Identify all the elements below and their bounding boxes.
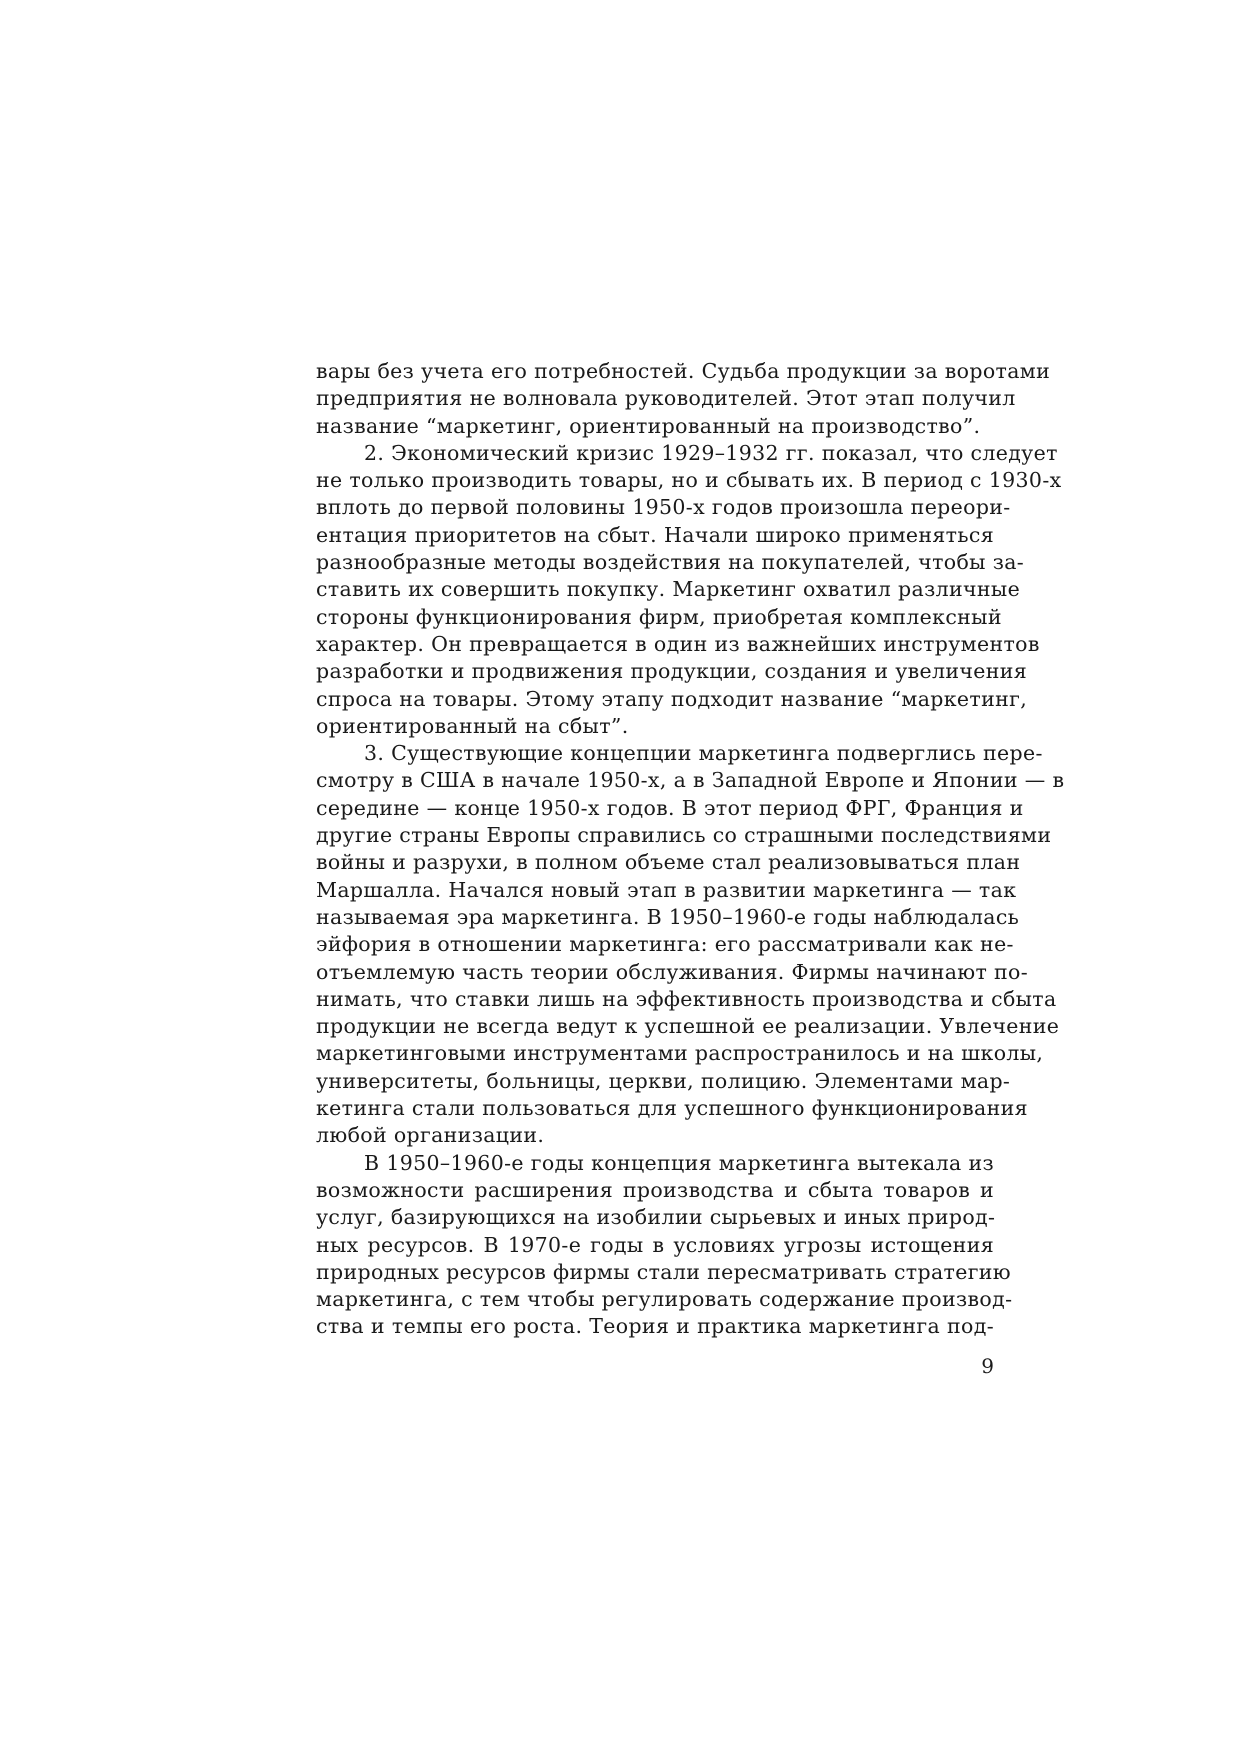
text-line: не только производить товары, но и сбывать их. В период с 1930-х bbox=[316, 468, 1062, 493]
text-line: В 1950–1960-е годы концепция маркетинга вытекала из bbox=[364, 1150, 994, 1175]
text-line: маркетинговыми инструментами распространилось и на школы, bbox=[316, 1041, 1044, 1066]
text-line: отъемлемую часть теории обслуживания. Фирмы начинают по- bbox=[316, 959, 1029, 984]
text-line: войны и разрухи, в полном объеме стал реализовываться план bbox=[316, 850, 1021, 875]
text-line: спроса на товары. Этому этапу подходит название “маркетинг, bbox=[316, 686, 1028, 711]
text-line: нимать, что ставки лишь на эффективность производства и сбыта bbox=[316, 986, 1057, 1011]
text-line: ных ресурсов. В 1970-е годы в условиях угрозы истощения bbox=[316, 1232, 994, 1257]
page-number: 9 bbox=[981, 1354, 994, 1378]
text-line: Маршалла. Начался новый этап в развитии маркетинга — так bbox=[316, 877, 1017, 902]
text-line: вплоть до первой половины 1950-х годов произошла переори- bbox=[316, 495, 1011, 520]
text-line: любой организации. bbox=[316, 1123, 545, 1148]
text-line: 2. Экономический кризис 1929–1932 гг. показал, что следует bbox=[364, 440, 1058, 465]
text-line: услуг, базирующихся на изобилии сырьевых и иных природ- bbox=[316, 1205, 996, 1230]
text-line: университеты, больницы, церкви, полицию. Элементами мар- bbox=[316, 1068, 1011, 1093]
text-line: стороны функционирования фирм, приобретая комплексный bbox=[316, 604, 1002, 629]
text-line: кетинга стали пользоваться для успешного функционирования bbox=[316, 1096, 1028, 1121]
text-line: возможности расширения производства и сбыта товаров и bbox=[316, 1177, 994, 1202]
text-line: ориентированный на сбыт”. bbox=[316, 713, 629, 738]
text-line: ства и темпы его роста. Теория и практика маркетинга под- bbox=[316, 1314, 994, 1339]
text-line: продукции не всегда ведут к успешной ее реализации. Увлечение bbox=[316, 1014, 1060, 1039]
text-line: 3. Существующие концепции маркетинга подверглись пере- bbox=[364, 741, 1043, 766]
text-line: характер. Он превращается в один из важнейших инструментов bbox=[316, 631, 1040, 656]
text-line: ентация приоритетов на сбыт. Начали широко применяться bbox=[316, 522, 994, 547]
text-line: разработки и продвижения продукции, создания и увеличения bbox=[316, 659, 1028, 684]
body-text bbox=[316, 358, 1065, 1341]
text-line: вары без учета его потребностей. Судьба продукции за воротами bbox=[316, 359, 1051, 383]
text-line: смотру в США в начале 1950-х, а в Западной Европе и Японии — в bbox=[316, 768, 1065, 793]
text-line: разнообразные методы воздействия на покупателей, чтобы за- bbox=[316, 550, 1025, 575]
text-line: ставить их совершить покупку. Маркетинг охватил различные bbox=[316, 577, 1021, 602]
text-line: название “маркетинг, ориентированный на производство”. bbox=[316, 413, 981, 438]
text-line: середине — конце 1950-х годов. В этот период ФРГ, Франция и bbox=[316, 795, 1024, 820]
text-line: природных ресурсов фирмы стали пересматривать стратегию bbox=[316, 1259, 1011, 1284]
text-line: маркетинга, с тем чтобы регулировать содержание производ- bbox=[316, 1287, 1013, 1312]
text-line: предприятия не волновала руководителей. Этот этап получил bbox=[316, 386, 1016, 411]
text-line: другие страны Европы справились со страшными последствиями bbox=[316, 823, 1052, 848]
text-line: называемая эра маркетинга. В 1950–1960-е годы наблюдалась bbox=[316, 904, 1020, 929]
text-line: эйфория в отношении маркетинга: его рассматривали как не- bbox=[316, 932, 1014, 957]
